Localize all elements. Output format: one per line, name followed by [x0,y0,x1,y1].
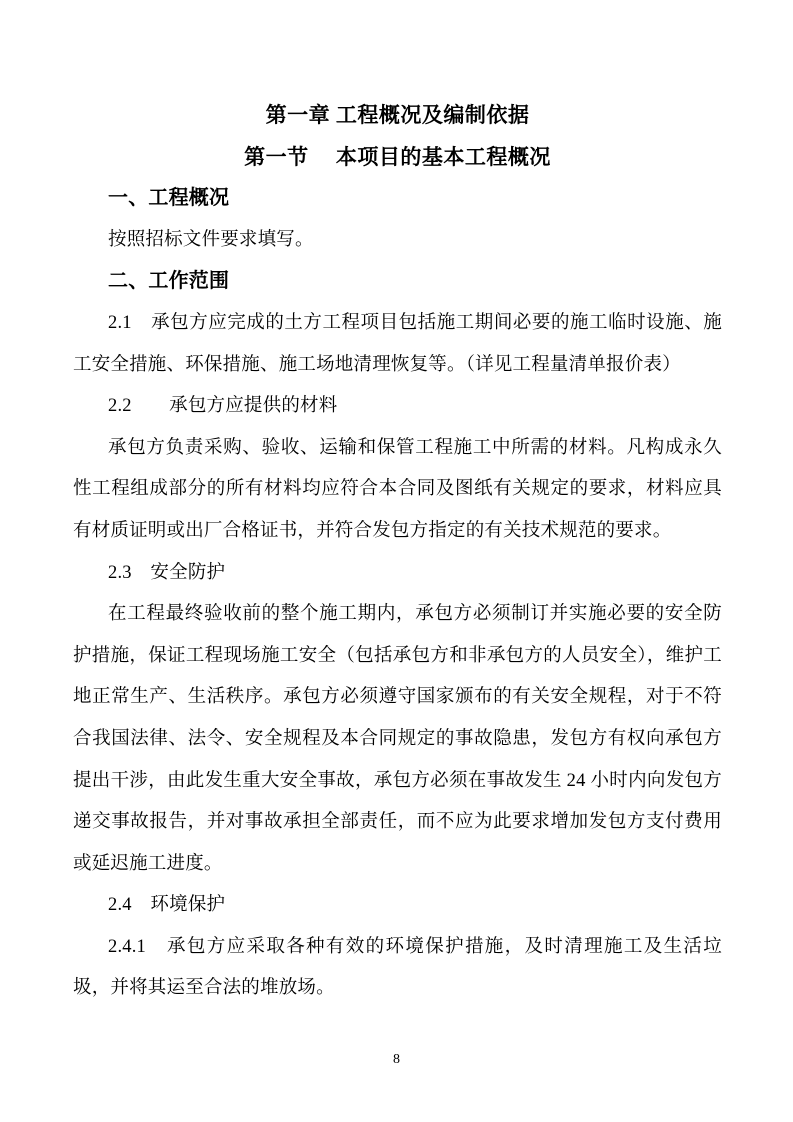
paragraph-project-overview-body: 按照招标文件要求填写。 [108,229,314,250]
paragraph-2-4-1: 2.4.1 承包方应采取各种有效的环境保护措施，及时清理施工及生活垃圾，并将其运至合法的堆放场。 [73,936,722,999]
section-title: 第一节 本项目的基本工程概况 [244,144,551,169]
heading-project-overview: 一、工程概况 [108,187,230,210]
chapter-title: 第一章 工程概况及编制依据 [265,103,530,127]
heading-work-scope: 二、工作范围 [108,270,230,293]
subheading-2-3: 2.3 安全防护 [108,562,226,583]
page-number: 8 [393,1052,400,1067]
subheading-2-4: 2.4 环境保护 [108,895,226,916]
subheading-2-2: 2.2 承包方应提供的材料 [108,396,338,417]
paragraph-2-1: 2.1 承包方应完成的土方工程项目包括施工期间必要的施工临时设施、施工安全措施、环保措施、施工场地清理恢复等。（详见工程量清单报价表） [73,312,722,375]
paragraph-2-2-body: 承包方负责采购、验收、运输和保管工程施工中所需的材料。凡构成永久性工程组成部分的所有材料均应符合本合同及图纸有关规定的要求，材料应具有材质证明或出厂合格证书，并符合发包方指定的有关技术规范的要求。 [73,437,722,541]
paragraph-2-3-body: 在工程最终验收前的整个施工期内，承包方必须制订并实施必要的安全防护措施，保证工程现场施工安全（包括承包方和非承包方的人员安全），维护工地正常生产、生活秩序。承包方必须遵守国家颁布的有关安全规程，对于不符合我国法律、法令、安全规程及本合同规定的事故隐患，发包方有权向承包方提出干涉，由此发生重大安全事故，承包方必须在事故发生 24 小时内向发包方递交事故报告，并对事故承担全部责任，而不应为此要求增加发包方支付费用或延迟施工进度。 [73,604,722,874]
